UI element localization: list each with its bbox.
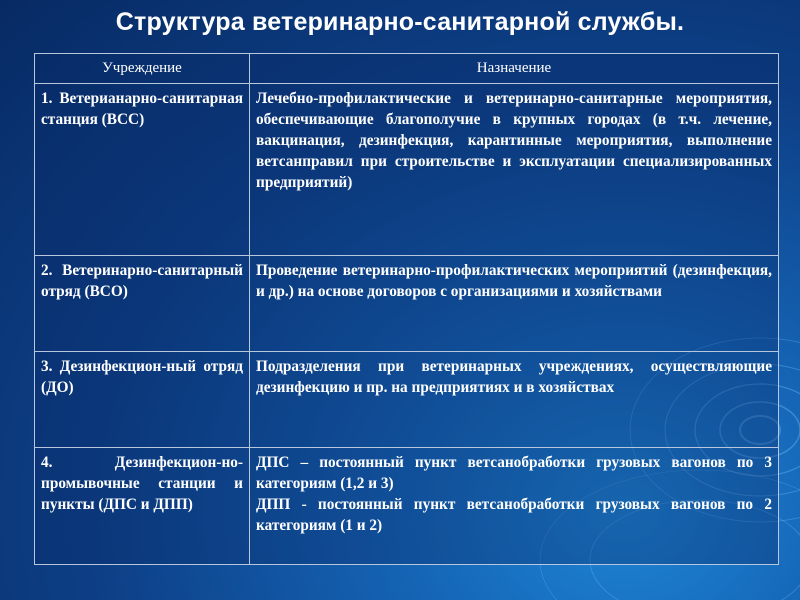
purpose-line-dpp: ДПП - постоянный пункт ветсанобработки грузовых вагонов по 2 категориям (1 и 2) xyxy=(256,496,772,534)
institution-cell: 2. Ветеринарно-санитарный отряд (ВСО) xyxy=(35,256,250,352)
header-purpose: Назначение xyxy=(250,54,779,84)
slide-title: Структура ветеринарно-санитарной службы. xyxy=(115,8,685,36)
service-structure-table xyxy=(34,53,779,565)
table-header-row xyxy=(35,54,779,84)
table-row xyxy=(35,256,779,352)
purpose-line-dps: ДПС – постоянный пункт ветсанобработки грузовых вагонов по 3 категориям (1,2 и 3) xyxy=(256,454,772,492)
purpose-cell: Лечебно-профилактические и ветеринарно-санитарные мероприятия, обеспечивающие благополучие в крупных городах (в т.ч. лечение, вакцинация, дезинфекция, карантинные мероприятия, выполнение ветсанправил при строительстве и эксплуатации специализированных предприятий) xyxy=(250,84,779,256)
table-row xyxy=(35,84,779,256)
institution-cell: 1. Ветерианарно-санитарная станция (ВСС) xyxy=(35,84,250,256)
purpose-cell xyxy=(250,448,779,565)
header-institution: Учреждение xyxy=(35,54,250,84)
table-row xyxy=(35,352,779,448)
purpose-cell: Подразделения при ветеринарных учреждениях, осуществляющие дезинфекцию и пр. на предприятиях и в хозяйствах xyxy=(250,352,779,448)
table-row xyxy=(35,448,779,565)
institution-cell: 4. Дезинфекцион-но-промывочные станции и пункты (ДПС и ДПП) xyxy=(35,448,250,565)
purpose-cell: Проведение ветеринарно-профилактических мероприятий (дезинфекция, и др.) на основе договоров с организациями и хозяйствами xyxy=(250,256,779,352)
institution-cell: 3. Дезинфекцион-ный отряд (ДО) xyxy=(35,352,250,448)
